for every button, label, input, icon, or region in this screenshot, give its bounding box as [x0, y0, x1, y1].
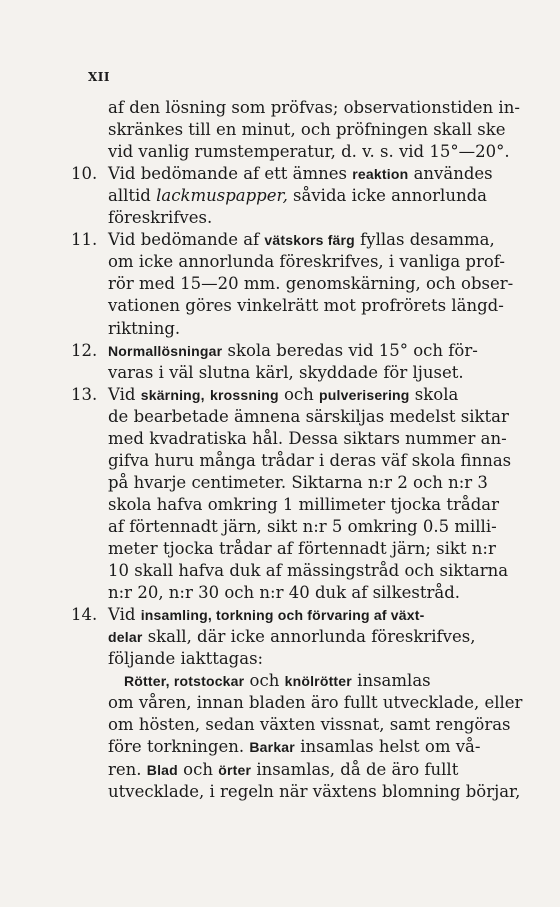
- emphasis-term: pulverisering: [319, 386, 410, 403]
- line-text: delar skall, där icke annorlunda föreskrifves,: [108, 627, 476, 647]
- line-text: rör med 15—20 mm. genomskärning, och obser-: [108, 274, 514, 294]
- item-number: 14.: [71, 605, 98, 625]
- page-number: XII: [88, 70, 111, 84]
- line-text: före torkningen. Barkar insamlas helst om vå-: [108, 737, 481, 757]
- line-text: Rötter, rotstockar och knölrötter insamlas: [124, 671, 431, 691]
- emphasis-term: vätskors färg: [264, 232, 355, 249]
- line-text: af den lösning som pröfvas; observationstiden in-: [108, 98, 520, 117]
- emphasis-term: örter: [218, 761, 252, 778]
- line-text: riktning.: [108, 318, 181, 338]
- line-text: ren. Blad och örter insamlas, då de äro fullt: [108, 759, 459, 779]
- line-text: Vid bedömande af vätskors färg fyllas desamma,: [108, 230, 495, 250]
- item-number: 13.: [71, 384, 98, 404]
- item-number: 11.: [71, 230, 98, 250]
- line-text: af förtennadt järn, sikt n:r 5 omkring 0.5 milli-: [108, 516, 497, 536]
- item-number: 12.: [71, 340, 98, 360]
- line-text: skola hafva omkring 1 millimeter tjocka trådar: [108, 494, 499, 514]
- emphasis-term: insamling, torkning och förvaring af växt-: [140, 607, 425, 624]
- emphasis-term: krossning: [210, 386, 279, 403]
- line-text: vationen göres vinkelrätt mot profrörets längd-: [108, 296, 504, 316]
- line-text: meter tjocka trådar af förtennadt järn; sikt n:r: [108, 539, 496, 558]
- emphasis-term: delar: [108, 629, 143, 646]
- line-text: alltid lackmuspapper, såvida icke annorlunda: [108, 186, 487, 206]
- emphasis-term: Blad: [146, 761, 178, 778]
- item-number: 10.: [71, 164, 98, 184]
- line-text: Vid bedömande af ett ämnes reaktion användes: [108, 164, 493, 184]
- emphasis-term: skärning,: [140, 386, 205, 403]
- line-text: på hvarje centimeter. Siktarna n:r 2 och n:r 3: [108, 472, 488, 492]
- line-text: n:r 20, n:r 30 och n:r 40 duk af silkestråd.: [108, 583, 461, 603]
- line-text: om hösten, sedan växten vissnat, samt rengöras: [108, 715, 511, 735]
- emphasis-term: knölrötter: [284, 673, 352, 690]
- line-text: skränkes till en minut, och pröfningen skall ske: [108, 120, 506, 140]
- line-text: vid vanlig rumstemperatur, d. v. s. vid 15°—20°.: [108, 142, 510, 162]
- emphasis-term: Barkar: [249, 739, 295, 756]
- line-text: varas i väl slutna kärl, skyddade för ljuset.: [108, 362, 464, 382]
- line-text: de bearbetade ämnena särskiljas medelst siktar: [108, 406, 509, 426]
- italic-term: lackmuspapper,: [156, 186, 288, 206]
- line-text: 10 skall hafva duk af mässingstråd och siktarna: [108, 561, 509, 581]
- line-text: om våren, innan bladen äro fullt utvecklade, eller: [108, 693, 523, 713]
- line-text: Vid insamling, torkning och förvaring af växt-: [108, 605, 425, 625]
- line-text: föreskrifves.: [108, 208, 213, 228]
- emphasis-term: Rötter, rotstockar: [124, 673, 245, 690]
- line-text: följande iakttagas:: [108, 649, 264, 669]
- line-text: Vid skärning, krossning och pulverisering skola: [108, 384, 459, 404]
- emphasis-term: Normallösningar: [108, 342, 223, 359]
- emphasis-term: reaktion: [352, 166, 409, 183]
- line-text: Normallösningar skola beredas vid 15° och för-: [108, 340, 478, 360]
- line-text: om icke annorlunda föreskrifves, i vanliga prof-: [108, 252, 505, 272]
- line-text: gifva huru många trådar i deras väf skola finnas: [108, 450, 512, 470]
- line-text: med kvadratiska hål. Dessa siktars nummer an-: [108, 428, 507, 448]
- line-text: utvecklade, i regeln när växtens blomning börjar,: [108, 781, 521, 801]
